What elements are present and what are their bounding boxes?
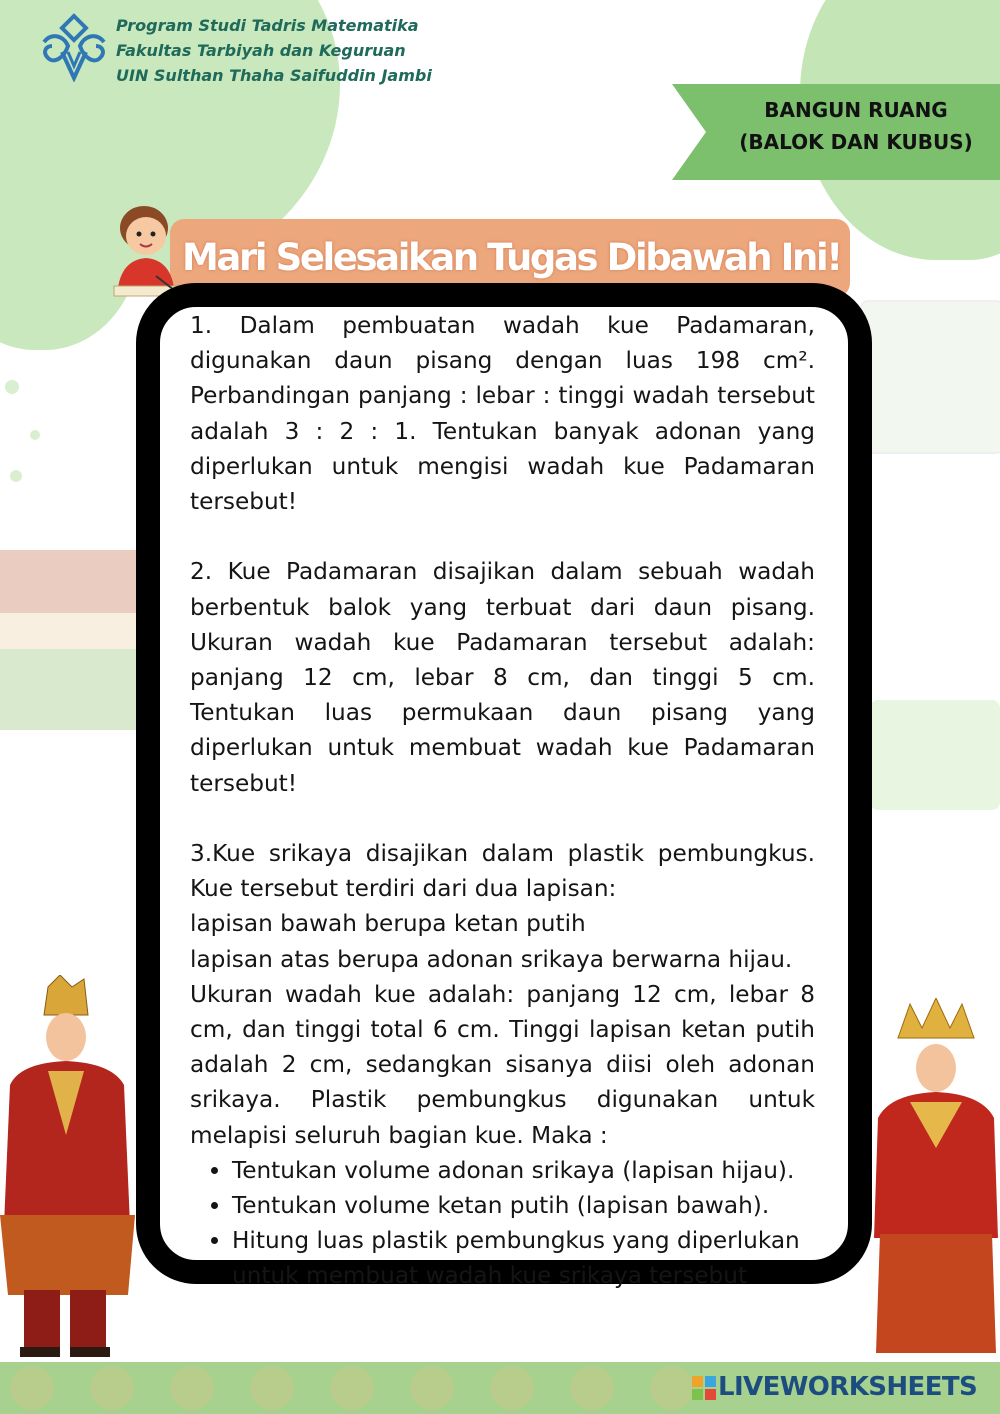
topic-title xyxy=(712,94,1000,158)
footer-pattern xyxy=(650,1366,694,1410)
question-3-body: Ukuran wadah kue adalah: panjang 12 cm, lebar 8 cm, dan tinggi total 6 cm. Tinggi lapisan ketan putih adalah 2 cm, sedangkan sisanya diisi oleh adonan srikaya. Plastik pembungkus digunakan untuk melapisi seluruh bagian kue. Maka : xyxy=(190,980,815,1149)
question-3-task-list xyxy=(190,1153,815,1294)
background-cake-illustration xyxy=(860,300,1000,454)
liveworksheets-logo-icon xyxy=(692,1376,716,1400)
faculty-name: Fakultas Tarbiyah dan Keguruan xyxy=(116,41,406,60)
footer-pattern xyxy=(490,1366,534,1410)
topic-line-1: BANGUN RUANG xyxy=(764,98,948,122)
traditional-costume-man-illustration xyxy=(0,975,135,1365)
question-3-intro: 3.Kue srikaya disajikan dalam plastik pembungkus. Kue tersebut terdiri dari dua lapisan: xyxy=(190,840,815,903)
background-dot xyxy=(10,470,22,482)
footer-pattern xyxy=(90,1366,134,1410)
university-logo-icon xyxy=(38,12,110,82)
question-3-layer-bottom: lapisan bawah berupa ketan putih xyxy=(190,910,586,938)
background-cake-illustration xyxy=(0,550,150,730)
footer-pattern xyxy=(570,1366,614,1410)
university-name: UIN Sulthan Thaha Saifuddin Jambi xyxy=(116,66,432,85)
background-cake-illustration xyxy=(870,700,1000,810)
background-dot xyxy=(5,380,19,394)
question-1: 1. Dalam pembuatan wadah kue Padamaran, digunakan daun pisang dengan luas 198 cm². Perbandingan panjang : lebar : tinggi wadah tersebut adalah 3 : 2 : 1. Tentukan banyak adonan yang diperlukan untuk mengisi wadah kue Padamaran tersebut! xyxy=(190,312,815,516)
footer-pattern xyxy=(410,1366,454,1410)
footer-pattern xyxy=(250,1366,294,1410)
program-name: Program Studi Tadris Matematika xyxy=(116,16,419,35)
footer-pattern xyxy=(330,1366,374,1410)
footer-pattern xyxy=(170,1366,214,1410)
question-3-layer-top: lapisan atas berupa adonan srikaya berwarna hijau. xyxy=(190,945,793,973)
question-2: 2. Kue Padamaran disajikan dalam sebuah wadah berbentuk balok yang terbuat dari daun pisang. Ukuran wadah kue Padamaran tersebut adalah: panjang 12 cm, lebar 8 cm, dan tinggi 5 cm. Tentukan luas permukaan daun pisang yang diperlukan untuk membuat wadah kue Padamaran tersebut! xyxy=(190,558,815,797)
background-dot xyxy=(30,430,40,440)
institution-header xyxy=(116,13,432,88)
banner-notch xyxy=(672,84,706,180)
liveworksheets-brand[interactable]: LIVEWORKSHEETS xyxy=(718,1372,978,1402)
topic-banner xyxy=(672,84,1000,180)
question-3-task: • Tentukan volume ketan putih (lapisan bawah). xyxy=(232,1188,815,1223)
question-3-task: • Hitung luas plastik pembungkus yang diperlukan untuk membuat wadah kue srikaya tersebut xyxy=(232,1223,815,1293)
task-title: Mari Selesaikan Tugas Dibawah Ini! xyxy=(182,236,841,279)
topic-line-2: (BALOK DAN KUBUS) xyxy=(739,130,973,154)
question-content xyxy=(190,308,815,1294)
traditional-costume-woman-illustration xyxy=(870,998,1000,1363)
footer-pattern xyxy=(10,1366,54,1410)
question-3-task: • Tentukan volume adonan srikaya (lapisan hijau). xyxy=(232,1153,815,1188)
